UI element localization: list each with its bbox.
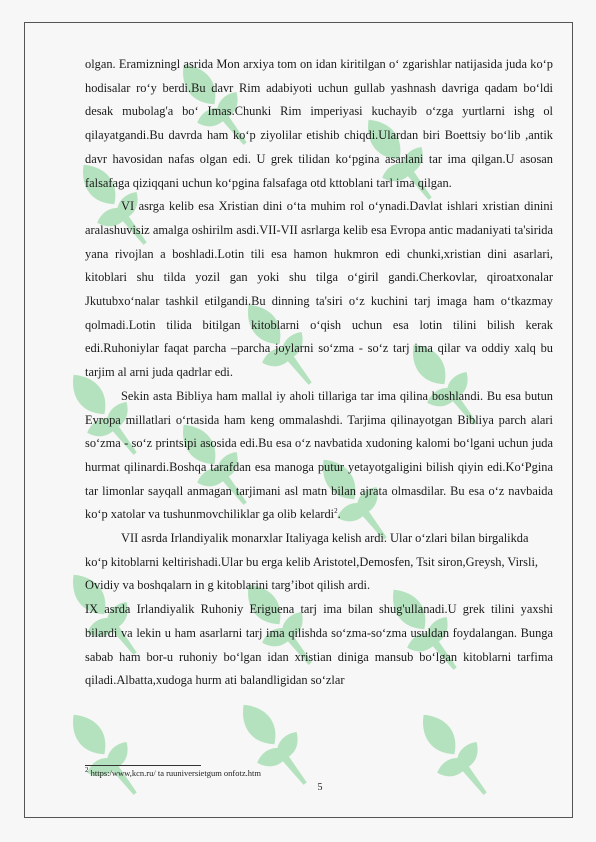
paragraph xyxy=(85,53,553,195)
footnote-ref: 2 xyxy=(334,507,338,516)
page-number: 5 xyxy=(317,782,323,793)
paragraph-text: Sekin asta Bibliya ham mallal iy aholi tillariga tar ima qilina boshlandi. Bu esa butun Evropa millatlari o‘rtasida ham keng ommalashdi. Tarjima qilinayotgan Bibliya parch alari so‘zma - so‘z printsipi asosida edi.Bu esa o‘z navbatida xudoning kalomi bo‘lgani uchun juda hurmat qilinardi.Boshqa tarafdan esa manoga putur yetayotgaligini bilish qiyin edi.Ko‘Pgina tar limonlar sayqall anmagan tarjimani asl matn bilan ajrata olmasdilar. Bu esa o‘z navbaida ko‘p xatolar va tushunmovchiliklar ga olib kelardi xyxy=(85,388,553,522)
paragraph-text: olgan. Eramizningl asrida Mon arxiya tom on idan kiritilgan o‘ zgarishlar natijasida juda ko‘p hodisalar ro‘y berdi.Bu davr Rim adabiyoti uchun gullab yashnash davriga qadam bo‘ldi desak mubolag'a bo‘ Imas.Chunki Rim imperiyasi kuchayib o‘zga yurtlarni ishg ol qilayatgandi.Bu davrda ham ko‘p ziyolilar etishib chiqdi.Ulardan biri Boettsiy bo‘lib ,antik davr havosidan nafas olgan edi. U grek tilidan ko‘pgina asarlani tar ima qilgan.U asosan falsafaga qiziqqani uchun ko‘pgina falsafaga otd kttoblani tarl ima qilgan. xyxy=(85,57,553,190)
footnote-text: https:/www,kcn.ru/ ta ruuniversietgum onfotz.htm xyxy=(90,768,261,778)
paragraph-tail: . xyxy=(337,507,341,522)
body-text xyxy=(85,53,553,693)
paragraph xyxy=(85,385,553,527)
paragraph-text: VI asrga kelib esa Xristian dini o‘ta muhim rol o‘ynadi.Davlat ishlari xristian dinini aralashuvisiz amalga oshirilm asdi.VII-VII asrlarga kelib esa Evropa antic madaniyati ta'sirida yana rivojlan a boshladi.Lotin tili esa hamon hukmron edi chunki,xristian dini asarlari, kitoblari shu tilda yozil gan yoki shu tilga o‘giril gandi.Cherkovlar, qiroatxonalar Jkutubxo‘nalar tashkil etilgandi.Bu dinning ta'siri o‘z kuchini tarj imaga ham o‘tkazmay qolmadi.Lotin tilida bitilgan kitoblarni o‘qish uchun esa lotin tilini bilish kerak edi.Ruhoniylar faqat parcha –parcha joylarni so‘zma - so‘z tarj ima qilar va oddiy xalq bu tarjim al arni juda qadrlar edi. xyxy=(85,199,553,380)
paragraph xyxy=(85,195,553,385)
footnote-divider xyxy=(85,765,201,766)
paragraph-text: IX asrda Irlandiyalik Ruhoniy Eriguena tarj ima bilan shug'ullanadi.U grek tilini yaxshi bilardi va lekin u ham asarlarni tarj ima qilishda so‘zma-so‘zma usuldan foydalangan. Bunga sabab ham bor-u ruhoniy bo‘lgan idan xristian diniga mansub bo‘lgan kitoblarni tarfima qiladi.Albatta,xudoga hurm ati balandligidan so‘zlar xyxy=(85,602,553,688)
paragraph-text: VII asrda Irlandiyalik monarxlar Italiyaga kelish ardi. Ular o‘zlari bilan birgalikda ko‘p kitoblarni keltirishadi.Ular bu erga kelib Aristotel,Demosfen, Tsit siron,Greysh, Virsli, Ovidiy va boshqalarn in g kitoblarini targ’ibot qilish ardi. xyxy=(85,531,538,593)
footnote xyxy=(85,768,545,778)
footnote-number: 2 xyxy=(85,766,89,775)
paragraph xyxy=(85,598,553,693)
paragraph xyxy=(85,527,553,598)
